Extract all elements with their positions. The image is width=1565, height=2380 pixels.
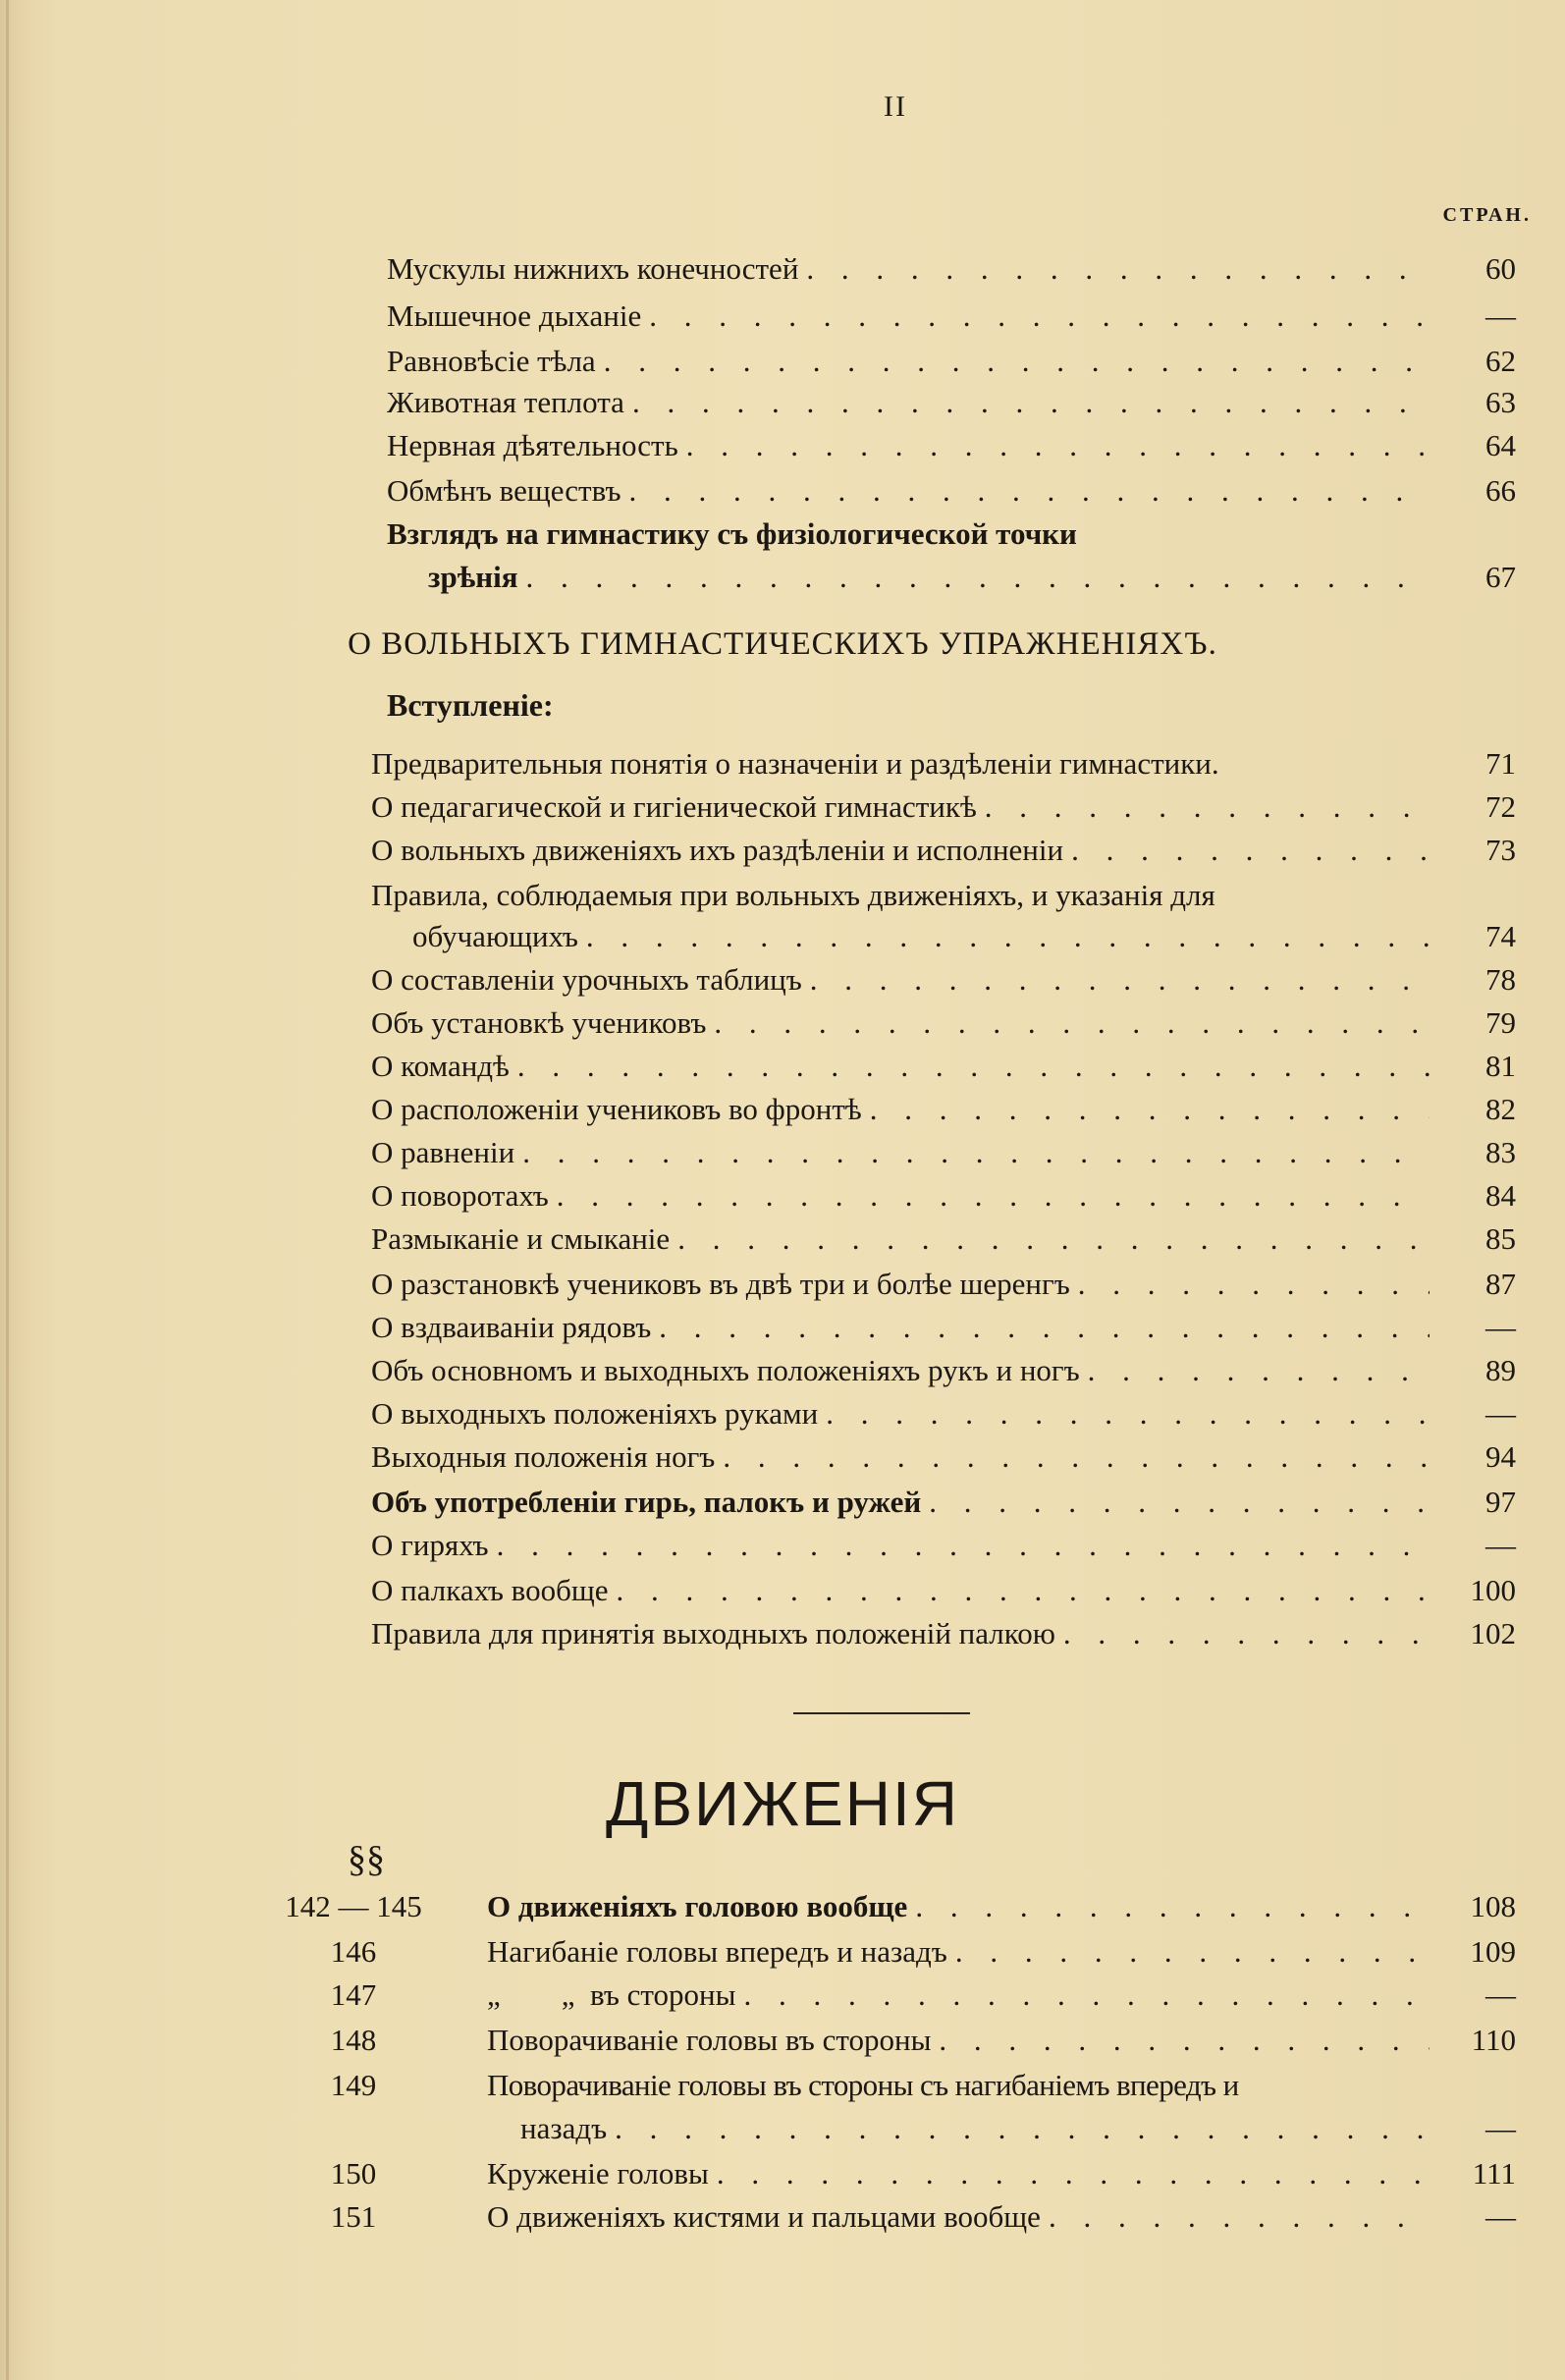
toc-entry-label: О командѣ bbox=[371, 1049, 510, 1083]
paragraph-entry bbox=[255, 2193, 1516, 2241]
toc-entry-label: Взглядъ на гимнастику съ физіологической точки bbox=[387, 516, 1077, 551]
toc-entry bbox=[371, 1522, 1516, 1569]
toc-entry-page: 84 bbox=[1485, 1178, 1516, 1213]
paragraph-label: О движеніяхъ головою вообще bbox=[487, 1889, 908, 1923]
toc-entry bbox=[387, 379, 1516, 426]
toc-entry-page: 89 bbox=[1485, 1353, 1516, 1387]
toc-entry-page: 97 bbox=[1485, 1485, 1516, 1519]
paragraph-page: — bbox=[1485, 1977, 1516, 2012]
paragraph-page: — bbox=[1485, 2111, 1516, 2145]
toc-entry-label: О расположеніи учениковъ во фронтѣ bbox=[371, 1092, 862, 1126]
toc-entry-page: — bbox=[1485, 1396, 1516, 1431]
paragraph-entry bbox=[255, 2150, 1516, 2197]
toc-entry-label: Объ основномъ и выходныхъ положеніяхъ рукъ и ногъ bbox=[371, 1353, 1080, 1387]
paragraph-number: 150 bbox=[330, 2156, 377, 2191]
paragraph-label: назадъ bbox=[520, 2111, 608, 2145]
toc-entry-page: 72 bbox=[1485, 789, 1516, 824]
paragraph-label: „ „ въ стороны bbox=[487, 1977, 736, 2012]
toc-entry bbox=[387, 293, 1516, 340]
toc-entry-page: 71 bbox=[1485, 746, 1516, 781]
toc-entry bbox=[371, 1043, 1516, 1090]
chapter-title: ДВИЖЕНІЯ bbox=[605, 1768, 960, 1839]
paragraph-entry-continuation bbox=[255, 2105, 1516, 2152]
toc-entry-label: Нервная дѣятельность bbox=[387, 428, 678, 462]
paragraph-entry bbox=[255, 1928, 1516, 1975]
toc-entry bbox=[371, 1390, 1516, 1437]
toc-entry bbox=[371, 784, 1516, 831]
toc-entry-page: 60 bbox=[1485, 251, 1516, 286]
toc-entry-continuation bbox=[412, 913, 1516, 960]
toc-entry bbox=[371, 1086, 1516, 1133]
paragraph-entry bbox=[255, 1883, 1516, 1930]
page-column-header: СТРАН. bbox=[1442, 204, 1532, 226]
toc-entry bbox=[371, 1567, 1516, 1614]
toc-entry-label: Объ употребленіи гирь, палокъ и ружей bbox=[371, 1485, 922, 1519]
toc-entry-label: О гиряхъ bbox=[371, 1528, 489, 1562]
toc-entry bbox=[371, 1216, 1516, 1263]
toc-entry bbox=[371, 956, 1516, 1003]
toc-entry bbox=[387, 467, 1516, 514]
toc-entry-page: 83 bbox=[1485, 1135, 1516, 1169]
toc-entry-label: О педагагической и гигіенической гимнастикѣ bbox=[371, 789, 977, 824]
paragraph-number: 148 bbox=[330, 2023, 377, 2057]
page-number: II bbox=[884, 90, 907, 123]
toc-entry-page: 67 bbox=[1485, 560, 1516, 594]
toc-entry bbox=[387, 245, 1516, 293]
toc-entry-page: — bbox=[1485, 298, 1516, 333]
paragraph-page: 109 bbox=[1470, 1934, 1516, 1969]
toc-entry-page: 100 bbox=[1470, 1573, 1516, 1607]
toc-entry-page: 63 bbox=[1485, 385, 1516, 419]
toc-entry-bold bbox=[387, 511, 1516, 558]
toc-entry-page: — bbox=[1485, 1528, 1516, 1562]
toc-entry-label: зрѣнія bbox=[428, 560, 518, 594]
toc-entry-label: Правила для принятія выходныхъ положеній палкою bbox=[371, 1616, 1055, 1650]
toc-entry bbox=[371, 1129, 1516, 1176]
toc-entry-label: О выходныхъ положеніяхъ руками bbox=[371, 1396, 819, 1431]
toc-entry bbox=[371, 1000, 1516, 1047]
toc-entry-label: О палкахъ вообще bbox=[371, 1573, 609, 1607]
toc-entry-page: 73 bbox=[1485, 833, 1516, 867]
toc-entry-label: Обмѣнъ веществъ bbox=[387, 473, 621, 508]
paragraph-number: 142 — 145 bbox=[285, 1889, 422, 1923]
toc-entry-label: О вздваиваніи рядовъ bbox=[371, 1310, 652, 1344]
toc-entry-bold-continuation bbox=[428, 554, 1516, 601]
toc-entry-page: — bbox=[1485, 1310, 1516, 1344]
toc-entry-label: Выходныя положенія ногъ bbox=[371, 1439, 716, 1474]
toc-entry-label: О равненіи bbox=[371, 1135, 515, 1169]
paragraph-entry bbox=[255, 2062, 1516, 2109]
toc-entry-label: Предварительныя понятія о назначеніи и раздѣленіи гимнастики. bbox=[371, 746, 1219, 781]
toc-entry-bold bbox=[371, 1479, 1516, 1526]
paragraph-number: 146 bbox=[330, 1934, 377, 1969]
toc-entry bbox=[371, 1433, 1516, 1481]
paragraph-label: Нагибаніе головы впередъ и назадъ bbox=[487, 1934, 947, 1969]
toc-entry-page: 87 bbox=[1485, 1267, 1516, 1301]
toc-entry-page: 102 bbox=[1470, 1616, 1516, 1650]
paragraph-label: Поворачиваніе головы въ стороны bbox=[487, 2023, 932, 2057]
paragraph-entry bbox=[255, 1972, 1516, 2019]
toc-entry bbox=[371, 1172, 1516, 1219]
section-title: О ВОЛЬНЫХЪ ГИМНАСТИЧЕСКИХЪ УПРАЖНЕНІЯХЪ. bbox=[348, 626, 1217, 662]
paragraph-label: Круженіе головы bbox=[487, 2156, 709, 2191]
paragraph-number: 147 bbox=[330, 1977, 377, 2012]
toc-entry bbox=[371, 1610, 1516, 1657]
paragraph-page: 110 bbox=[1471, 2023, 1516, 2057]
toc-entry-page: 82 bbox=[1485, 1092, 1516, 1126]
toc-entry-page: 85 bbox=[1485, 1221, 1516, 1256]
paragraph-sign: §§ bbox=[348, 1839, 385, 1880]
paragraph-label: Поворачиваніе головы въ стороны съ нагибаніемъ впередъ и bbox=[487, 2068, 1239, 2102]
section-subheading: Вступленіе: bbox=[387, 687, 554, 723]
toc-entry-page: 94 bbox=[1485, 1439, 1516, 1474]
paragraph-page: — bbox=[1485, 2199, 1516, 2234]
toc-entry bbox=[371, 1304, 1516, 1351]
toc-entry-label: Мускулы нижнихъ конечностей bbox=[387, 251, 799, 286]
paragraph-number: 151 bbox=[330, 2199, 377, 2234]
toc-entry bbox=[371, 872, 1516, 919]
toc-entry-label: Объ установкѣ учениковъ bbox=[371, 1005, 707, 1040]
toc-entry-label: Равновѣсіе тѣла bbox=[387, 344, 596, 378]
toc-entry bbox=[387, 338, 1516, 385]
toc-entry bbox=[387, 422, 1516, 469]
toc-entry-label: О поворотахъ bbox=[371, 1178, 549, 1213]
toc-entry-page: 62 bbox=[1485, 344, 1516, 378]
toc-entry-page: 64 bbox=[1485, 428, 1516, 462]
toc-entry-label: обучающихъ bbox=[412, 919, 578, 953]
toc-entry-label: Мышечное дыханіе bbox=[387, 298, 642, 333]
paragraph-page: 111 bbox=[1472, 2156, 1516, 2191]
toc-entry bbox=[371, 1347, 1516, 1394]
paragraph-number: 149 bbox=[330, 2068, 377, 2102]
toc-entry bbox=[371, 740, 1516, 787]
paragraph-page: 108 bbox=[1470, 1889, 1516, 1923]
toc-entry-label: О составленіи урочныхъ таблицъ bbox=[371, 962, 802, 997]
toc-entry-page: 78 bbox=[1485, 962, 1516, 997]
toc-entry-label: Размыканіе и смыканіе bbox=[371, 1221, 671, 1256]
toc-entry-label: О вольныхъ движеніяхъ ихъ раздѣленіи и исполненіи bbox=[371, 833, 1064, 867]
paragraph-entry bbox=[255, 2017, 1516, 2064]
toc-entry-label: Животная теплота bbox=[387, 385, 624, 419]
toc-entry-page: 81 bbox=[1485, 1049, 1516, 1083]
toc-entry-label: О разстановкѣ учениковъ въ двѣ три и болѣе шеренгъ bbox=[371, 1267, 1070, 1301]
toc-entry-page: 79 bbox=[1485, 1005, 1516, 1040]
toc-entry-page: 66 bbox=[1485, 473, 1516, 508]
section-divider bbox=[793, 1712, 970, 1714]
toc-entry bbox=[371, 1261, 1516, 1308]
toc-entry bbox=[371, 827, 1516, 874]
toc-entry-page: 74 bbox=[1485, 919, 1516, 953]
paragraph-label: О движеніяхъ кистями и пальцами вообще bbox=[487, 2199, 1041, 2234]
toc-entry-label: Правила, соблюдаемыя при вольныхъ движеніяхъ, и указанія для bbox=[371, 878, 1215, 912]
